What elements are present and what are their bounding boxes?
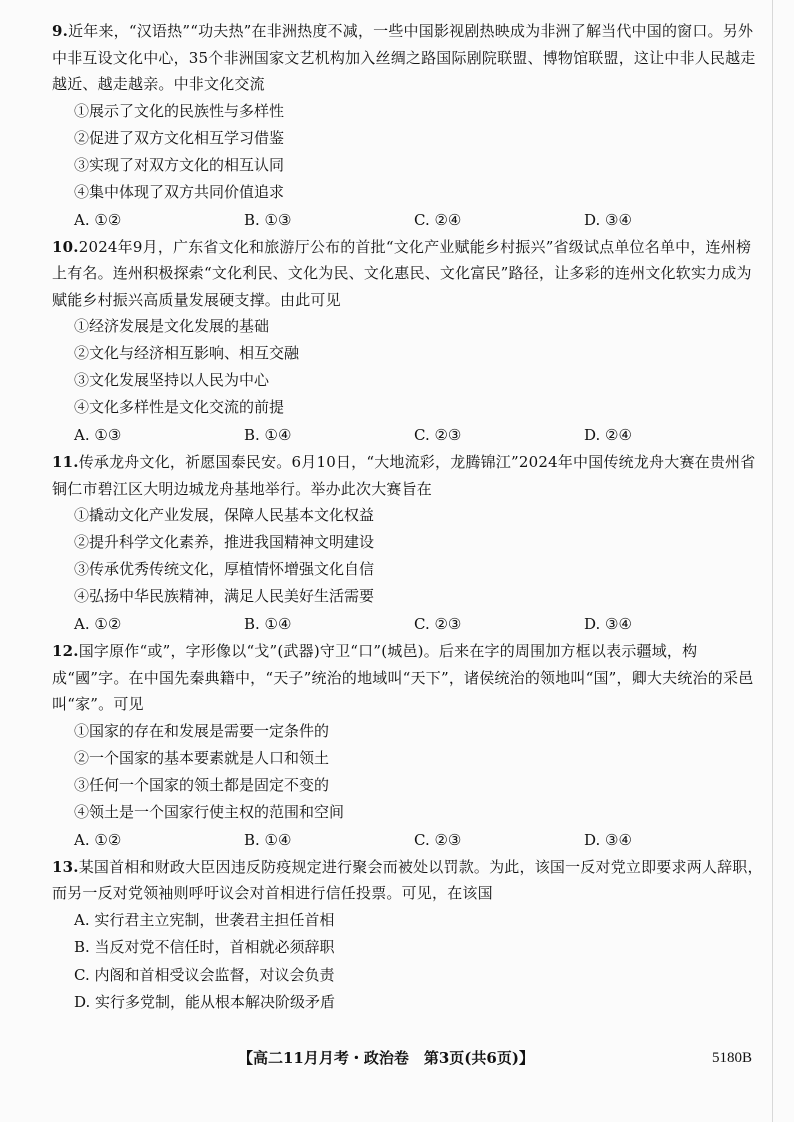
statement-2: ②促进了双方文化相互学习借鉴 xyxy=(74,128,285,147)
statement-3: ③实现了对双方文化的相互认同 xyxy=(74,155,285,174)
option-c: C. ②③ xyxy=(414,426,462,444)
option-d: D. ③④ xyxy=(584,210,632,229)
question-number: 12. xyxy=(52,642,79,660)
footer-title: 【高二11月月考・政治卷 第3页(共6页)】 xyxy=(238,1049,534,1067)
option-a: A. ①② xyxy=(74,615,122,633)
question-text: 2024年9月，广东省文化和旅游厅公布的首批“文化产业赋能乡村振兴”省级试点单位名单中，连州榜上有名。连州积极探索“文化利民、文化为民、文化惠民、文化富民”路径，让多彩的连州文化软实力成为赋能乡村振兴高质量发展硬支撑。由此可见 xyxy=(52,237,752,309)
statement-1: ①经济发展是文化发展的基础 xyxy=(74,317,270,335)
option-b: B. ①④ xyxy=(244,830,292,849)
question-number: 13. xyxy=(52,857,79,876)
option-a: A. ①③ xyxy=(74,426,122,444)
answer-options xyxy=(74,421,764,449)
question-number: 9. xyxy=(52,22,69,40)
option-c: C. ②③ xyxy=(414,830,462,849)
statement-1: ①撬动文化产业发展，保障人民基本文化权益 xyxy=(74,506,375,524)
option-c: C. ②③ xyxy=(414,615,462,633)
statement-4: ④弘扬中华民族精神，满足人民美好生活需要 xyxy=(74,587,375,605)
question-stem xyxy=(52,638,764,718)
option-a: A. ①② xyxy=(74,210,122,229)
question-text: 传承龙舟文化，祈愿国泰民安。6月10日，“大地流彩，龙腾锦江”2024年中国传统龙舟大赛在贵州省铜仁市碧江区大明边城龙舟基地举行。举办此次大赛旨在 xyxy=(52,453,756,498)
page-footer xyxy=(0,1044,794,1072)
questions-area xyxy=(52,18,764,1017)
option-d: D. ③④ xyxy=(584,615,632,633)
statement-2: ②提升科学文化素养，推进我国精神文明建设 xyxy=(74,533,375,551)
option-c: C. ②④ xyxy=(414,210,462,229)
question-10 xyxy=(52,234,764,450)
answer-options xyxy=(74,610,764,638)
question-text: 某国首相和财政大臣因违反防疫规定进行聚会而被处以罚款。为此，该国一反对党立即要求两人辞职，而另一反对党领袖则呼吁议会对首相进行信任投票。可见，在该国 xyxy=(52,857,763,902)
option-a: A. ①② xyxy=(74,830,122,849)
question-text: 国字原作“或”，字形像以“戈”(武器)守卫“口”(城邑)。后来在字的周围加方框以表示疆域，构成“國”字。在中国先秦典籍中，“天子”统治的地域叫“天下”，诸侯统治的领地叫“国”，卿大夫统治的采邑叫“家”。可见 xyxy=(52,642,754,713)
statement-4: ④文化多样性是文化交流的前提 xyxy=(74,398,285,416)
statement-3: ③文化发展坚持以人民为中心 xyxy=(74,371,270,389)
statement-4: ④领土是一个国家行使主权的范围和空间 xyxy=(74,802,345,821)
choice-c: C. 内阁和首相受议会监督，对议会负责 xyxy=(74,965,335,984)
option-b: B. ①④ xyxy=(244,426,292,444)
question-stem xyxy=(52,234,764,314)
question-12 xyxy=(52,638,764,854)
choice-d: D. 实行多党制，能从根本解决阶级矛盾 xyxy=(74,993,336,1011)
question-stem xyxy=(52,449,764,502)
question-11 xyxy=(52,449,764,638)
answer-options xyxy=(74,206,764,234)
question-stem xyxy=(52,18,764,98)
choice-b: B. 当反对党不信任时，首相就必须辞职 xyxy=(74,938,335,956)
question-9 xyxy=(52,18,764,234)
option-d: D. ②④ xyxy=(584,426,632,444)
question-stem xyxy=(52,854,764,907)
option-d: D. ③④ xyxy=(584,830,632,849)
option-b: B. ①③ xyxy=(244,210,292,229)
question-text: 近年来，“汉语热”“功夫热”在非洲热度不减，一些中国影视剧热映成为非洲了解当代中国的窗口。另外中非互设文化中心，35个非洲国家文艺机构加入丝绸之路国际剧院联盟、博物馆联盟，这让中非人民越走越近、越走越亲。中非文化交流 xyxy=(52,22,756,93)
question-number: 10. xyxy=(52,237,79,256)
statement-4: ④集中体现了双方共同价值追求 xyxy=(74,182,285,201)
statement-2: ②文化与经济相互影响、相互交融 xyxy=(74,344,300,362)
question-number: 11. xyxy=(52,453,79,471)
statement-3: ③传承优秀传统文化，厚植情怀增强文化自信 xyxy=(74,560,375,578)
statement-3: ③任何一个国家的领土都是固定不变的 xyxy=(74,775,330,794)
statement-1: ①展示了文化的民族性与多样性 xyxy=(74,101,285,120)
question-13 xyxy=(52,854,764,1017)
choice-a: A. 实行君主立宪制，世袭君主担任首相 xyxy=(74,910,335,929)
page-edge-line xyxy=(772,0,773,1122)
option-b: B. ①④ xyxy=(244,615,292,633)
statement-1: ①国家的存在和发展是需要一定条件的 xyxy=(74,721,330,740)
paper-code: 5180B xyxy=(712,1050,753,1066)
answer-options xyxy=(74,826,764,854)
statement-2: ②一个国家的基本要素就是人口和领土 xyxy=(74,748,330,767)
